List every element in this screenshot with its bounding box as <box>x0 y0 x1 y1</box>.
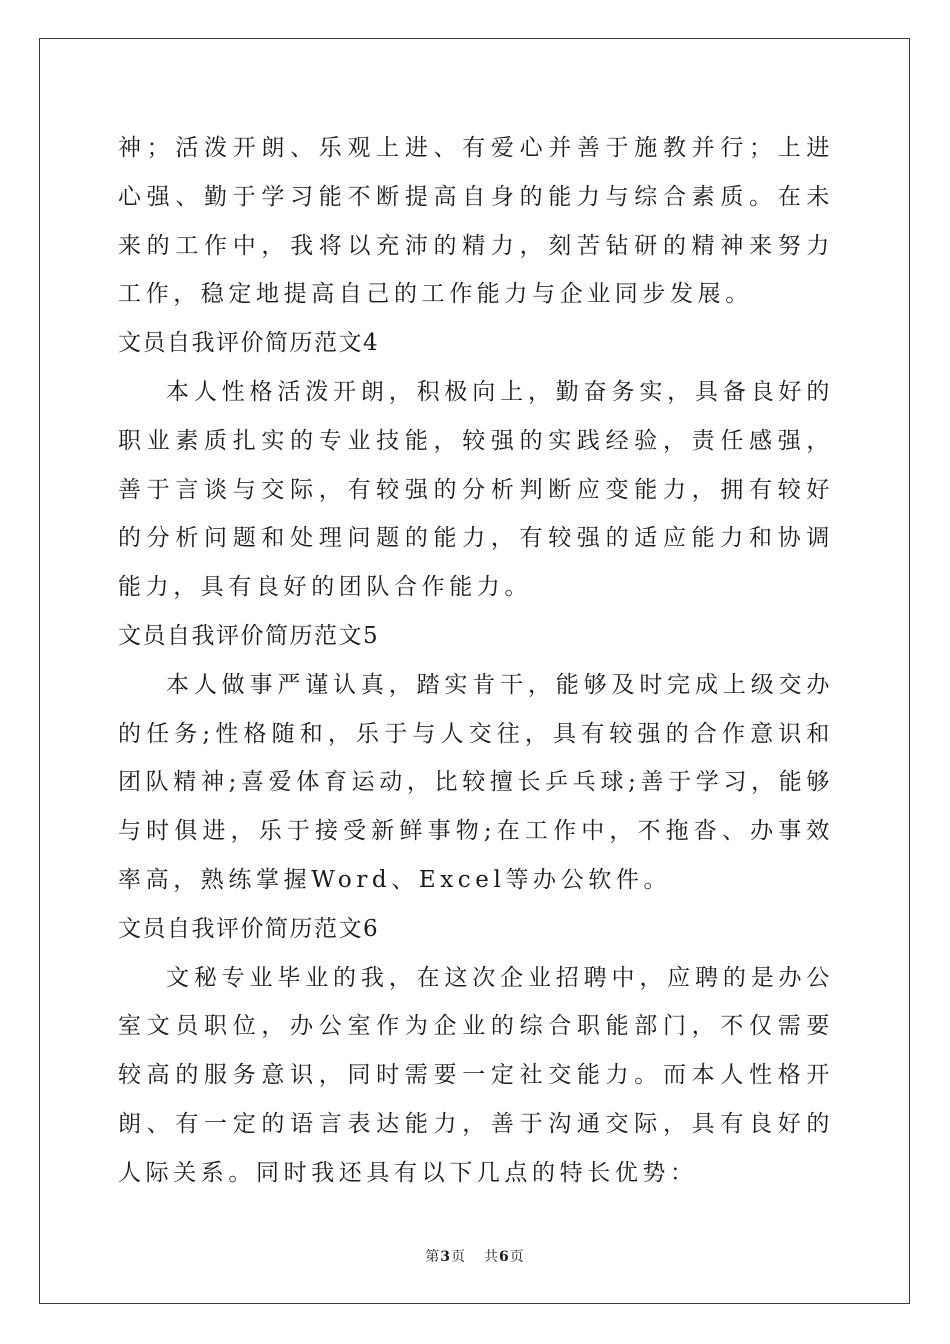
paragraph-sample-5: 本人做事严谨认真，踏实肯干，能够及时完成上级交办的任务;性格随和，乐于与人交往，具有较强的合作意识和团队精神;喜爱体育运动，比较擅长乒乓球;善于学习，能够与时俱进，乐于接受新鲜事物;在工作中，不拖沓、办事效率高，熟练掌握Word、Excel等办公软件。 <box>118 671 834 893</box>
paragraph-sample-6: 文秘专业毕业的我，在这次企业招聘中，应聘的是办公室文员职位，办公室作为企业的综合职能部门，不仅需要较高的服务意识，同时需要一定社交能力。而本人性格开朗、有一定的语言表达能力，善于沟通交际，具有良好的人际关系。同时我还具有以下几点的特长优势： <box>118 964 834 1186</box>
paragraph-sample-4: 本人性格活泼开朗，积极向上，勤奋务实，具备良好的职业素质扎实的专业技能，较强的实践经验，责任感强，善于言谈与交际，有较强的分析判断应变能力，拥有较好的分析问题和处理问题的能力，有较强的适应能力和协调能力，具有良好的团队合作能力。 <box>118 378 834 601</box>
page-label-suffix: 页 <box>451 1249 466 1265</box>
document-body <box>118 124 834 1198</box>
total-label-suffix: 页 <box>509 1249 525 1265</box>
page-footer <box>0 1246 950 1266</box>
section-heading-4: 文员自我评价简历范文4 <box>118 330 380 357</box>
total-page-count: 6 <box>499 1249 510 1265</box>
section-heading-5: 文员自我评价简历范文5 <box>118 622 380 649</box>
current-page-number: 3 <box>440 1249 451 1265</box>
paragraph-continued: 神；活泼开朗、乐观上进、有爱心并善于施教并行；上进心强、勤于学习能不断提高自身的能力与综合素质。在未来的工作中，我将以充沛的精力，刻苦钻研的精神来努力工作，稳定地提高自己的工作能力与企业同步发展。 <box>118 135 834 308</box>
page-label-prefix: 第 <box>425 1249 441 1265</box>
section-heading-6: 文员自我评价简历范文6 <box>118 915 380 942</box>
total-label-prefix: 共 <box>484 1249 499 1265</box>
